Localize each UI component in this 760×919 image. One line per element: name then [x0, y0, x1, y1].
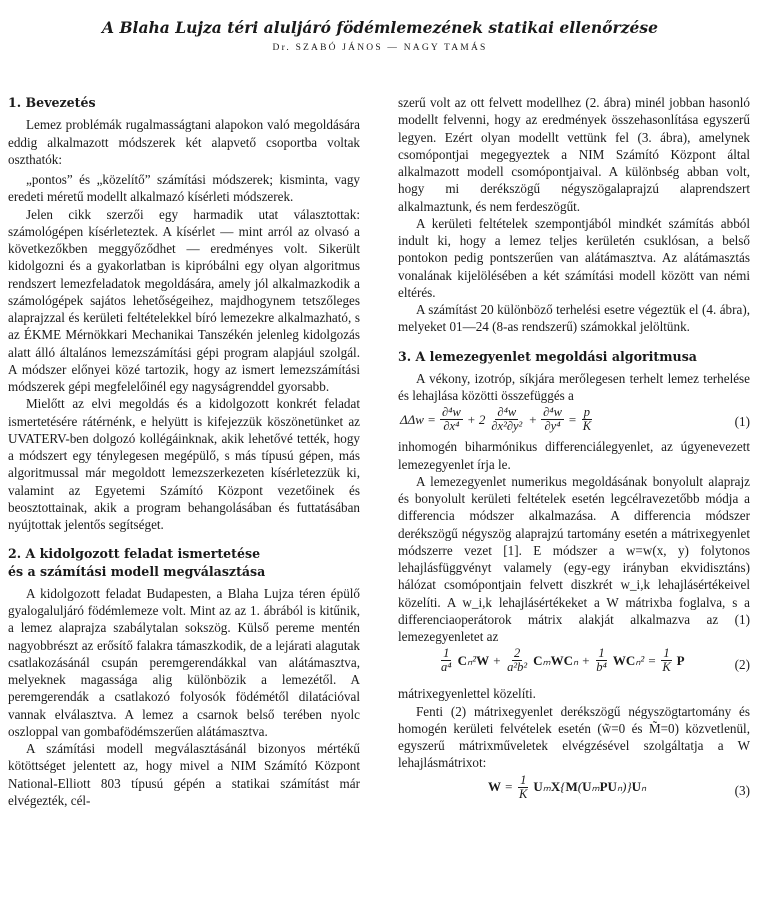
paragraph: A kerületi feltételek szempontjából mindkét számítás abból indult ki, hogy a lemez teljes kerületén csuklósan, a belső pontokon pedig pontszerűen van alátámasztva. Az alátámasztás vonalának kijelölésében a két számítási modell között van némi eltérés.: [398, 215, 750, 300]
paragraph: A lemezegyenlet numerikus megoldásának bonyolult alaprajz és bonyolult kerületi feltételek esetén legcélravezetőbb módja a differencia módszer alkalmazása. A differencia módszer derékszögű négyszög alaprajzú tartomány esetén a mátrixegyenlet módszerre vezet [1]. E módszer a w=w(x, y) folytonos lehajlásfüggvényt valamely (egy-egy irányban ekvidisztáns) hálózat csomópontjain felvett diszkrét w_i,k lehajlásértékeivel közelíti. A w_i,k lehajlásértékeket a W mátrixba foglalva, s a differenciaoperátorok mátrix alakját alkalmazva az (1) lemezegyenletet az: [398, 473, 750, 644]
paragraph: mátrixegyenlettel közelíti.: [398, 686, 536, 702]
paper-title: A Blaha Lujza téri aluljáró födémlemezének statikai ellenőrzése: [102, 18, 658, 37]
paragraph: inhomogén biharmónikus differenciálegyenlet, az úgyenevezett lemezegyenlet írja le.: [398, 439, 750, 472]
equation-3: W = $\frac{1}{K}$ UₘX{M(UₘPUₙ)}Uₙ (3): [488, 772, 750, 801]
eq1-frac: $\frac{\text{∂⁴w}}{\text{∂y⁴}}$: [543, 405, 562, 434]
left-column: [8, 94, 360, 809]
eq1-lhs: ΔΔw =: [400, 412, 436, 428]
paragraph: „pontos” és „közelítő” számítási módszerek; kisminta, vagy eredeti méretű modellt alkalmazó kísérleti módszerek.: [8, 172, 360, 205]
paragraph: A számítási modell megválasztásánál bizonyos mértékű kötöttséget jelentett az, hogy mivel a NIM Számító Központ National-Elliott 803 típusú gépén a statikai számítást már elvégezték, cél-: [8, 741, 360, 808]
equation-number: (3): [734, 782, 750, 798]
equation-2: $\frac{1}{\text{a⁴}}$ Cₙ²W + $\frac{2}{\text{a²b²}}$ CₘWCₙ + $\frac{1}{\text{b⁴}}$ WCₙ² = $\frac{1}{K}$ P (2): [441, 646, 750, 675]
paragraph: A kidolgozott feladat Budapesten, a Blaha Lujza téren épülő gyalogaluljáró födémlemeze volt. Mint az az 1. ábrából is kitűnik, a lemez alaprajza szabálytalan sokszög. Külső pereme mentén nagyobbrészt az erősítő falakra támaszkodik, de a lejárati alagutak csatlakozásánál csupán peremgerendákkal van alátámasztva, melyeknek magassága alig különbözik a lemezétől. A peremgerendák a csatlakozó folyosók födémétől dilatációval vannak elválasztva. A lemez a csarnok belső terében nyolc oszloppal van gombafödémszerűen alátámasztva.: [8, 585, 360, 739]
equation-number: (2): [734, 657, 750, 673]
paragraph: Fenti (2) mátrixegyenlet derékszögű négyszögtartomány és homogén kerületi felvételek esetén (w̃=0 és M̃=0) közvetlenül, egyszerű mátrixműveletek elvégzésével szolgáltatja a W lehajlásmátrixot:: [398, 703, 750, 771]
paragraph: A vékony, izotróp, síkjára merőlegesen terhelt lemez terhelése és lehajlása közötti összefüggés a: [398, 370, 750, 403]
section-heading-2b: és a számítási modell megválasztása: [8, 563, 266, 579]
eq1-frac: $\frac{\text{∂⁴w}}{\text{∂x⁴}}$: [441, 405, 461, 434]
equation-number: (1): [734, 414, 750, 430]
equation-1: ΔΔw = $\frac{\text{∂⁴w}}{\text{∂x⁴}}$ + 2 $\frac{\text{∂⁴w}}{\text{∂x²∂y²}}$ + $\frac{\text{∂⁴w}}{\text{∂y⁴}}$ = $\frac{p}{K}$ (1): [400, 405, 750, 434]
eq1-frac: $\frac{p}{K}$: [582, 405, 592, 434]
paragraph: Jelen cikk szerzői egy harmadik utat választottak: számológépen kísérleteztek. A kísérlet — mint arról az olvasó a következőkben meggyőződhet — eredményes volt. Sikerült kidolgozni és a gyakorlatban is kipróbálni egy olyan algoritmus rendszert lemezfeladatok megoldására, amely jól alkalmazkodik a számológépek sajátos lehetőségeihez, majdhogynem tetszőleges alaprajzzal és kerületi feltételekkel bíró lemezekre alkalmazható, s az ÉKME Mérnökkari Mechanikai Tanszékén jelenleg kidolgozás alatt álló általános lemezszámítási gépi program alapjául szolgál. A módszer előnyei közé tartozik, hogy az ismert lemezszámítási módszerek gépi megfelelőinél egy nagyságrenddel gyorsabb.: [8, 206, 360, 394]
paragraph: A számítást 20 különböző terhelési esetre végeztük el (4. ábra), melyeket 01—24 (8-as rendszerű) számokkal jelöltünk.: [398, 302, 750, 335]
eq1-frac: $\frac{\text{∂⁴w}}{\text{∂x²∂y²}}$: [491, 405, 523, 434]
section-heading-1: 1. Bevezetés: [8, 95, 96, 110]
section-heading-2a: 2. A kidolgozott feladat ismertetése: [8, 546, 261, 562]
paragraph: szerű volt az ott felvett modellhez (2. ábra) minél jobban hasonló modellt felvenni, hogy az eredmények összehasonlítása egyszerű legyen. Ezért olyan modellt vettünk fel (3. ábra), amelynek csomópontjai megegyeztek a NIM Számító Központ által alkalmazott modell csomópontjaival. A különbség abban volt, hogy mi derékszögű négyszögalaprajzú alaprendszert alkalmaztunk, és nem ferdeszögűt.: [398, 95, 750, 214]
section-heading-3: 3. A lemezegyenlet megoldási algoritmusa: [398, 348, 697, 364]
paragraph: Mielőtt az elvi megoldás és a kidolgozott konkrét feladat ismertetésére rátérnénk, e helyütt is kifejezzük köszönetünket az UVATERV-ben dolgozó kollégáinknak, akik lehetővé tették, hogy a módszert egy ténylegesen megépülő, s más típusú gépen, más algoritmussal már megoldott lemezszerkezeten kísérletezzük ki, valamint az Egyetemi Számító Központ vezetőinek és beosztottainak, akik a program behangolásában és futtatásában nyújtottak jelentős segítséget.: [8, 396, 360, 532]
authors: Dr. SZABÓ JÁNOS — NAGY TAMÁS: [272, 43, 488, 53]
right-column: [398, 94, 750, 808]
paragraph: Lemez problémák rugalmasságtani alapokon való megoldására eddig alkalmazott módszerek két alapvető csoportba voltak oszthatók:: [8, 117, 360, 167]
